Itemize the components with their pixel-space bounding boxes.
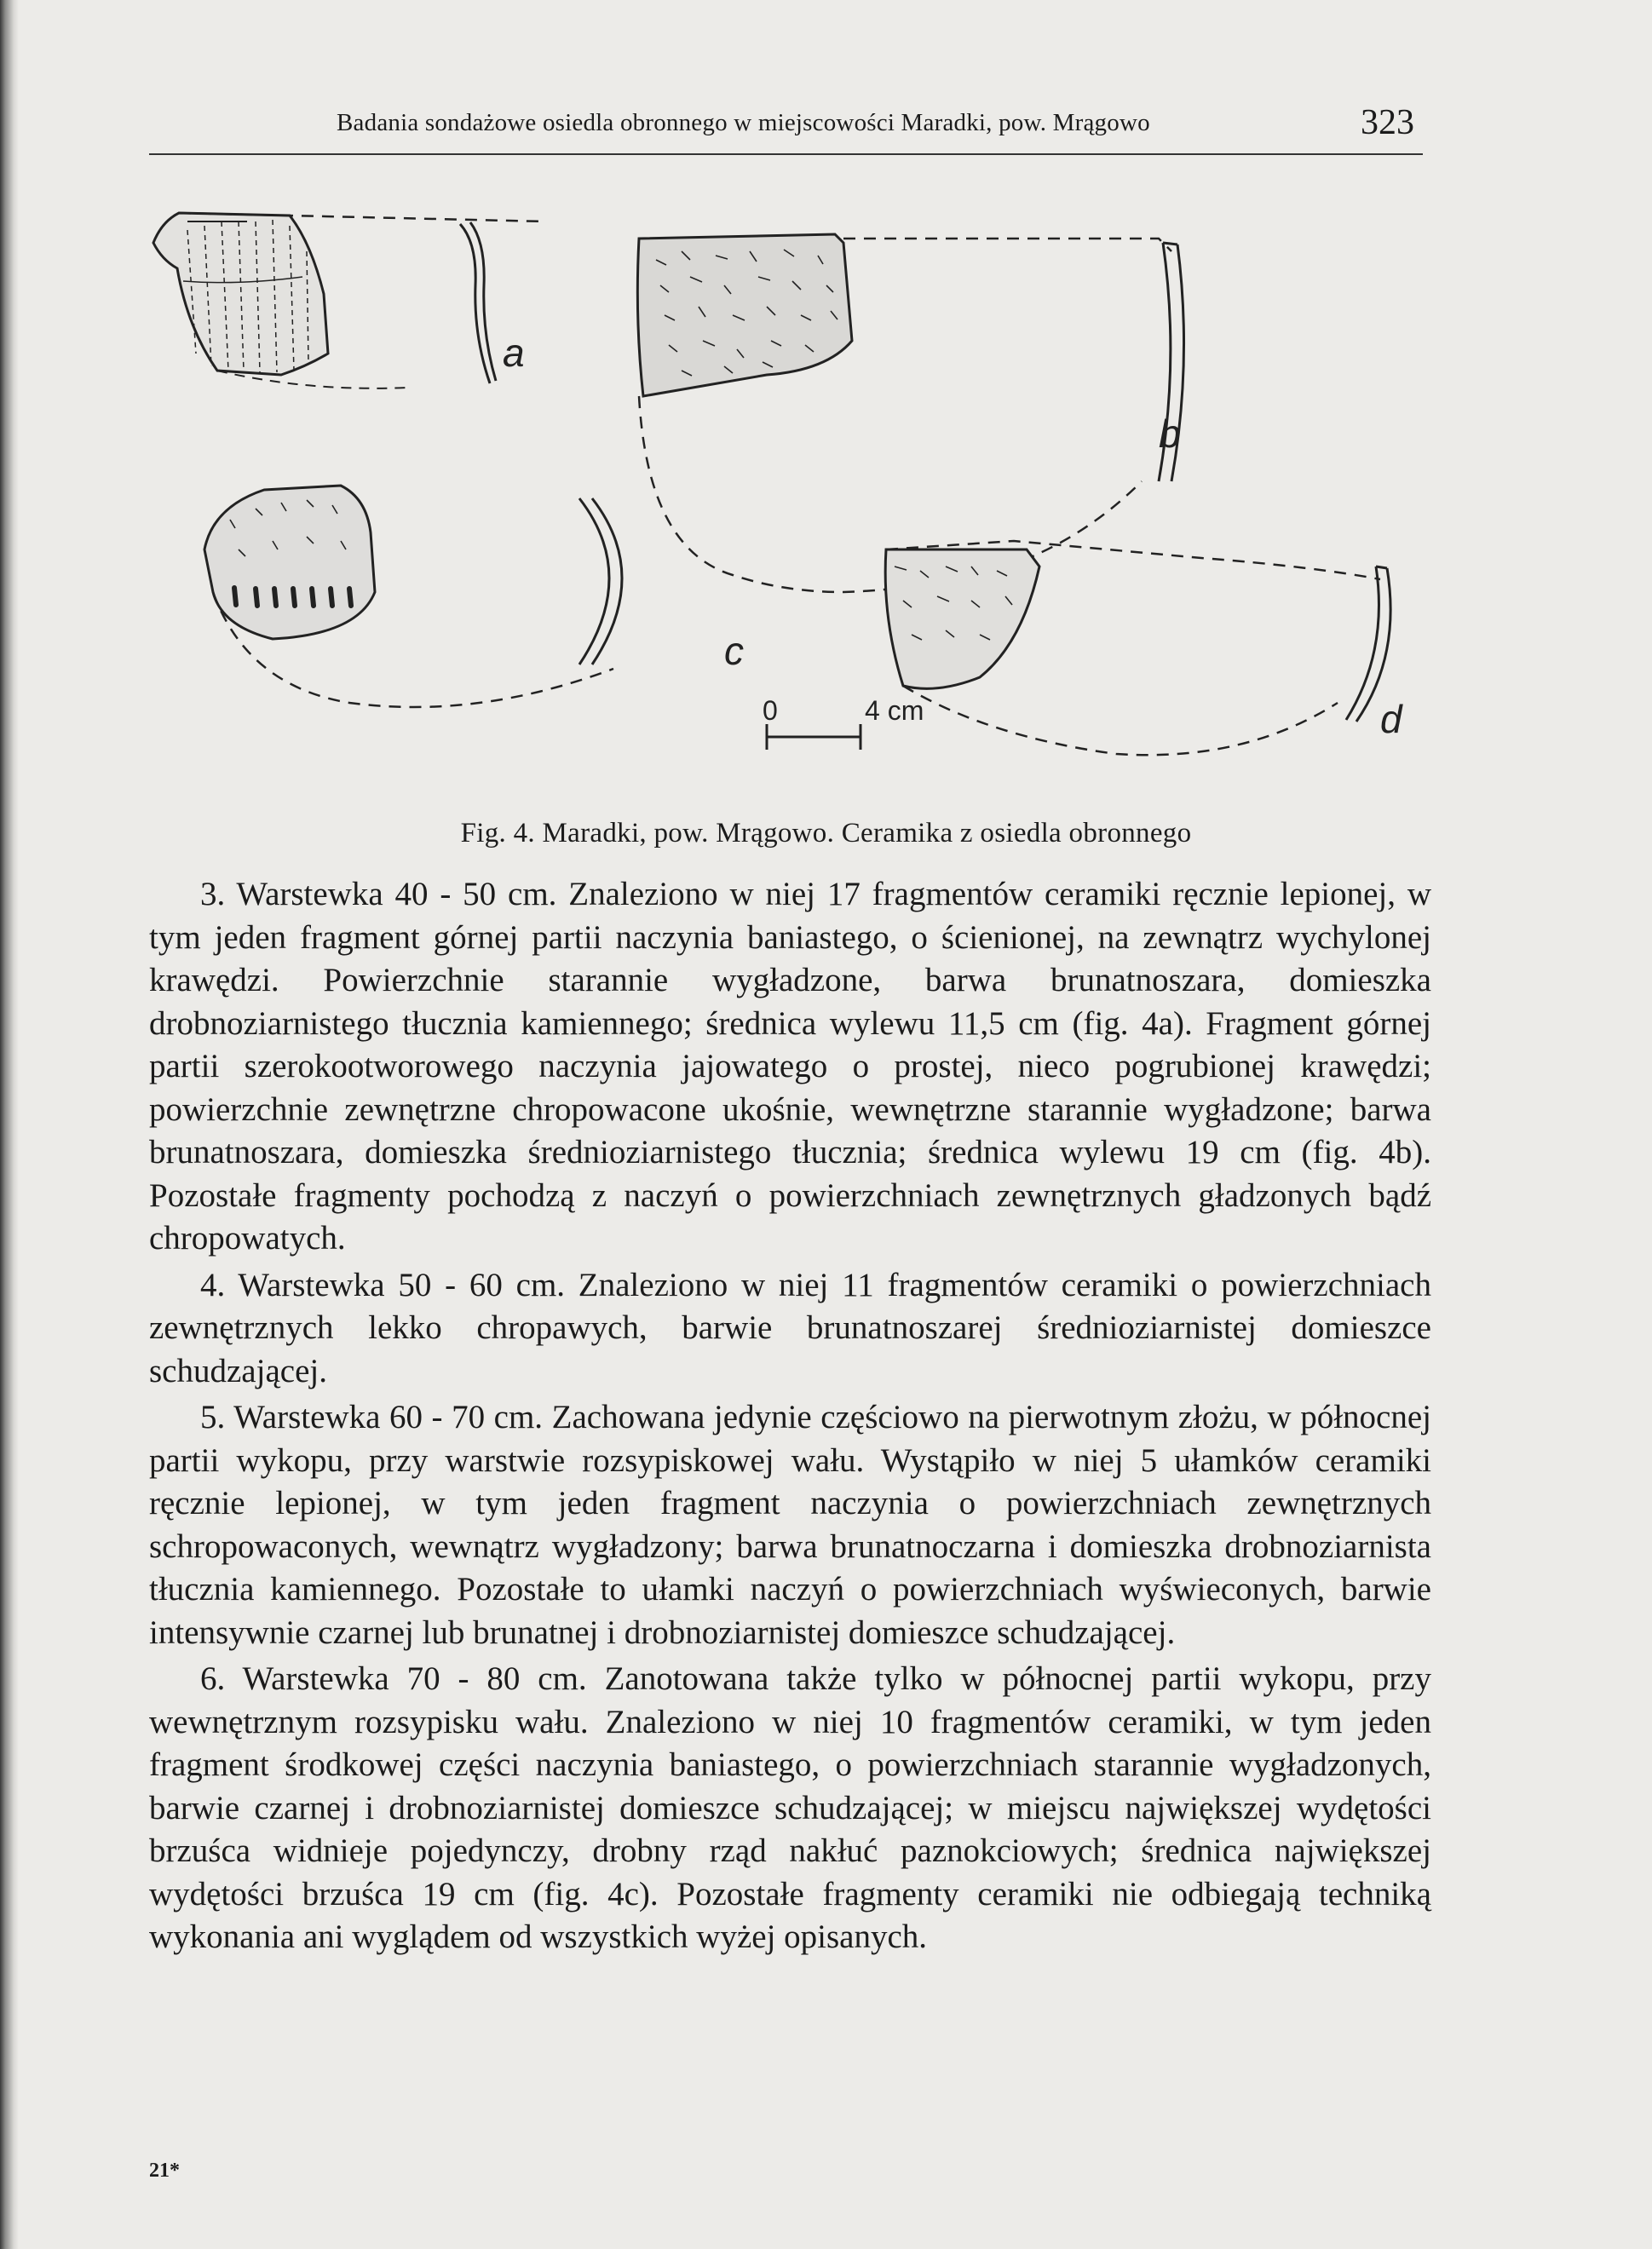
sherd-d-drawing [885, 541, 1390, 755]
sherd-c-drawing [204, 486, 622, 707]
paragraph-layer-5: 5. Warstewka 60 - 70 cm. Zachowana jedynie częściowo na pierwotnym złożu, w północnej partii wykopu, przy warstwie rozsypiskowej wału. Wystąpiło w niej 5 ułamków ceramiki ręcznie lepionej, w tym jeden fragment naczynia o powierzchniach zewnętrznych schropowaconych, wewnątrz wygładzony; barwa brunatnoczarna i domieszka drobnoziarnista tłucznia kamiennego. Pozostałe to ułamki naczyń o powierzchniach wyświeconych, barwie intensywnie czarnej lub brunatnej i drobnoziarnistej domieszce schudzającej. [149, 1399, 1431, 1651]
figure-caption: Fig. 4. Maradki, pow. Mrągowo. Ceramika z osiedla obronnego [460, 818, 1192, 848]
body-text [149, 873, 1431, 1963]
label-d: d [1380, 697, 1402, 741]
scale-zero: 0 [763, 695, 778, 726]
sherd-a-drawing [153, 213, 545, 388]
paragraph-layer-6: 6. Warstewka 70 - 80 cm. Zanotowana także tylko w północnej partii wykopu, przy wewnętrznym rozsypisku wału. Znaleziono w niej 10 fragmentów ceramiki, w tym jeden fragment środkowej części naczynia baniastego, o powierzchniach starannie wygładzonych, barwie czarnej i drobnoziarnistej domieszce schudzającej; w miejscu największej wydętości brzuśca widnieje pojedynczy, drobny rząd nakłuć paznokciowych; średnica największej wydętości brzuśca 19 cm (fig. 4c). Pozostałe fragmenty ceramiki nie odbiegają techniką wykonania ani wyglądem od wszystkich wyżej opisanych. [149, 1660, 1431, 1955]
label-a: a [503, 331, 525, 375]
page-number: 323 [1361, 103, 1414, 142]
paragraph-layer-3: 3. Warstewka 40 - 50 cm. Znaleziono w niej 17 fragmentów ceramiki ręcznie lepionej, w tym jeden fragment górnej partii naczynia baniastego, o ścienionej, na zewnątrz wychylonej krawędzi. Powierzchnie starannie wygładzone, barwa brunatnoszara, domieszka drobnoziarnistego tłucznia kamiennego; średnica wylewu 11,5 cm (fig. 4a). Fragment górnej partii szerokootworowego naczynia jajowatego o prostej, nieco pogrubionej krawędzi; powierzchnie zewnętrzne chropowacone ukośnie, wewnętrzne starannie wygładzone; barwa brunatnoszara, domieszka średnioziarnistego tłucznia; średnica wylewu 19 cm (fig. 4b). Pozostałe fragmenty pochodzą z naczyń o powierzchniach zewnętrznych gładzonych bądź chropowatych. [149, 876, 1431, 1257]
sherd-b-drawing [637, 234, 1183, 592]
pottery-figure [136, 192, 1440, 805]
running-title: Badania sondażowe osiedla obronnego w miejscowości Maradki, pow. Mrągowo [337, 109, 1150, 136]
pottery-drawings [136, 192, 1440, 805]
running-head [149, 102, 1423, 155]
scale-label: 4 cm [865, 695, 924, 726]
label-c: c [724, 629, 744, 673]
paragraph-layer-4: 4. Warstewka 50 - 60 cm. Znaleziono w niej 11 fragmentów ceramiki o powierzchniach zewnętrznych lekko chropawych, barwie brunatnoszarej średnioziarnistej domieszce schudzającej. [149, 1266, 1431, 1389]
printer-signature: 21* [149, 2160, 180, 2182]
scale-bar [767, 724, 861, 750]
label-b: b [1159, 411, 1181, 456]
